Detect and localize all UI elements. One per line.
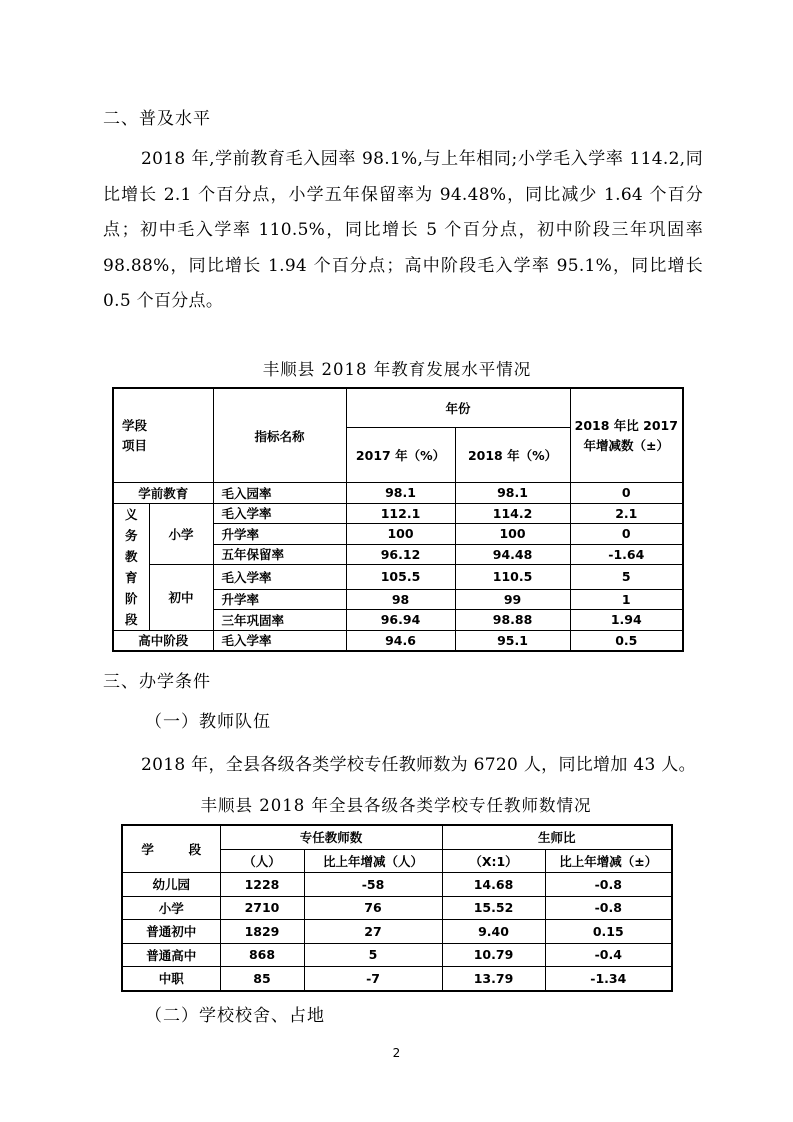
indicator-cell: 毛入学率 [213, 565, 346, 590]
teacher-count-table [121, 824, 673, 992]
value-cell: 14.68 [442, 873, 545, 897]
value-cell: 100 [346, 524, 455, 545]
header-stage-item: 学段 项目 [113, 388, 213, 483]
value-cell: 105.5 [346, 565, 455, 590]
value-cell: 96.12 [346, 544, 455, 565]
table-row [122, 896, 672, 920]
value-cell: 112.1 [346, 503, 455, 524]
teachers-paragraph: 2018 年，全县各级各类学校专任教师数为 6720 人，同比增加 43 人。 [141, 755, 696, 775]
table-row [113, 483, 683, 504]
stage-cell: 高中阶段 [113, 630, 213, 651]
value-cell: 95.1 [455, 630, 570, 651]
indicator-cell: 升学率 [213, 524, 346, 545]
value-cell: 98.1 [346, 483, 455, 504]
stage-cell: 小学 [122, 896, 220, 920]
table-row [122, 943, 672, 967]
header-2018: 2018 年（%） [455, 428, 570, 483]
value-cell: -58 [304, 873, 442, 897]
stage-cell: 普通高中 [122, 943, 220, 967]
header-teachers-change: 比上年增减（人） [304, 849, 442, 873]
change-cell: 0.5 [570, 630, 683, 651]
change-cell: 5 [570, 565, 683, 590]
header-2017: 2017 年（%） [346, 428, 455, 483]
page-number: 2 [392, 1046, 401, 1060]
change-cell: 0 [570, 483, 683, 504]
table2-caption: 丰顺县 2018 年全县各级各类学校专任教师数情况 [200, 796, 592, 815]
header-ratio-change: 比上年增减（±） [545, 849, 672, 873]
value-cell: 98 [346, 589, 455, 610]
value-cell: 9.40 [442, 920, 545, 944]
header-people: （人） [220, 849, 304, 873]
header-change: 2018 年比 2017 年增减数（±） [570, 388, 683, 483]
coverage-paragraph: 2018 年,学前教育毛入园率 98.1%,与上年相同;小学毛入学率 114.2,同比增长 2.1 个百分点，小学五年保留率为 94.48%，同比减少 1.64 个百分点；初中毛入学率 110.5%，同比增长 5 个百分点，初中阶段三年巩固率 98.88%，同比增长 1.94 个百分点；高中阶段毛入学率 95.1%，同比增长 0.5 个百分点。 [103, 149, 703, 311]
value-cell: -0.8 [545, 873, 672, 897]
value-cell: 114.2 [455, 503, 570, 524]
value-cell: 1829 [220, 920, 304, 944]
subsection-teachers: （一）教师队伍 [145, 712, 271, 732]
compulsory-label: 义 务 教 育 阶 段 [113, 503, 149, 630]
change-cell: 2.1 [570, 503, 683, 524]
value-cell: 100 [455, 524, 570, 545]
value-cell: 96.94 [346, 610, 455, 631]
value-cell: 15.52 [442, 896, 545, 920]
header-stage: 学 段 [122, 825, 220, 873]
stage-cell: 幼儿园 [122, 873, 220, 897]
junior-label: 初中 [149, 565, 213, 631]
section-heading-conditions: 三、办学条件 [103, 672, 211, 692]
value-cell: 0.15 [545, 920, 672, 944]
indicator-cell: 升学率 [213, 589, 346, 610]
table-row [113, 630, 683, 651]
value-cell: 27 [304, 920, 442, 944]
value-cell: -1.34 [545, 967, 672, 991]
value-cell: -0.8 [545, 896, 672, 920]
value-cell: 98.88 [455, 610, 570, 631]
table-row [122, 920, 672, 944]
table-row [113, 565, 683, 590]
table-row [122, 873, 672, 897]
change-cell: 1.94 [570, 610, 683, 631]
stage-cell: 中职 [122, 967, 220, 991]
value-cell: 110.5 [455, 565, 570, 590]
value-cell: 13.79 [442, 967, 545, 991]
header-indicator: 指标名称 [213, 388, 346, 483]
header-teachers: 专任教师数 [220, 825, 442, 849]
value-cell: 868 [220, 943, 304, 967]
primary-label: 小学 [149, 503, 213, 565]
section-heading-coverage: 二、普及水平 [103, 109, 211, 129]
indicator-cell: 毛入园率 [213, 483, 346, 504]
value-cell: 10.79 [442, 943, 545, 967]
value-cell: 5 [304, 943, 442, 967]
table-row [113, 503, 683, 524]
value-cell: -7 [304, 967, 442, 991]
indicator-cell: 五年保留率 [213, 544, 346, 565]
value-cell: 85 [220, 967, 304, 991]
header-year: 年份 [346, 388, 570, 428]
stage-cell: 普通初中 [122, 920, 220, 944]
table1-caption: 丰顺县 2018 年教育发展水平情况 [262, 360, 532, 379]
value-cell: 76 [304, 896, 442, 920]
value-cell: 94.6 [346, 630, 455, 651]
change-cell: 0 [570, 524, 683, 545]
stage-cell: 学前教育 [113, 483, 213, 504]
header-ratio: 生师比 [442, 825, 672, 849]
change-cell: 1 [570, 589, 683, 610]
indicator-cell: 毛入学率 [213, 503, 346, 524]
change-cell: -1.64 [570, 544, 683, 565]
header-ratio-unit: （X:1） [442, 849, 545, 873]
subsection-buildings: （二）学校校舍、占地 [145, 1006, 325, 1026]
value-cell: 1228 [220, 873, 304, 897]
value-cell: 94.48 [455, 544, 570, 565]
education-level-table [112, 387, 684, 652]
table-row [122, 967, 672, 991]
value-cell: 98.1 [455, 483, 570, 504]
indicator-cell: 毛入学率 [213, 630, 346, 651]
value-cell: -0.4 [545, 943, 672, 967]
value-cell: 99 [455, 589, 570, 610]
indicator-cell: 三年巩固率 [213, 610, 346, 631]
value-cell: 2710 [220, 896, 304, 920]
